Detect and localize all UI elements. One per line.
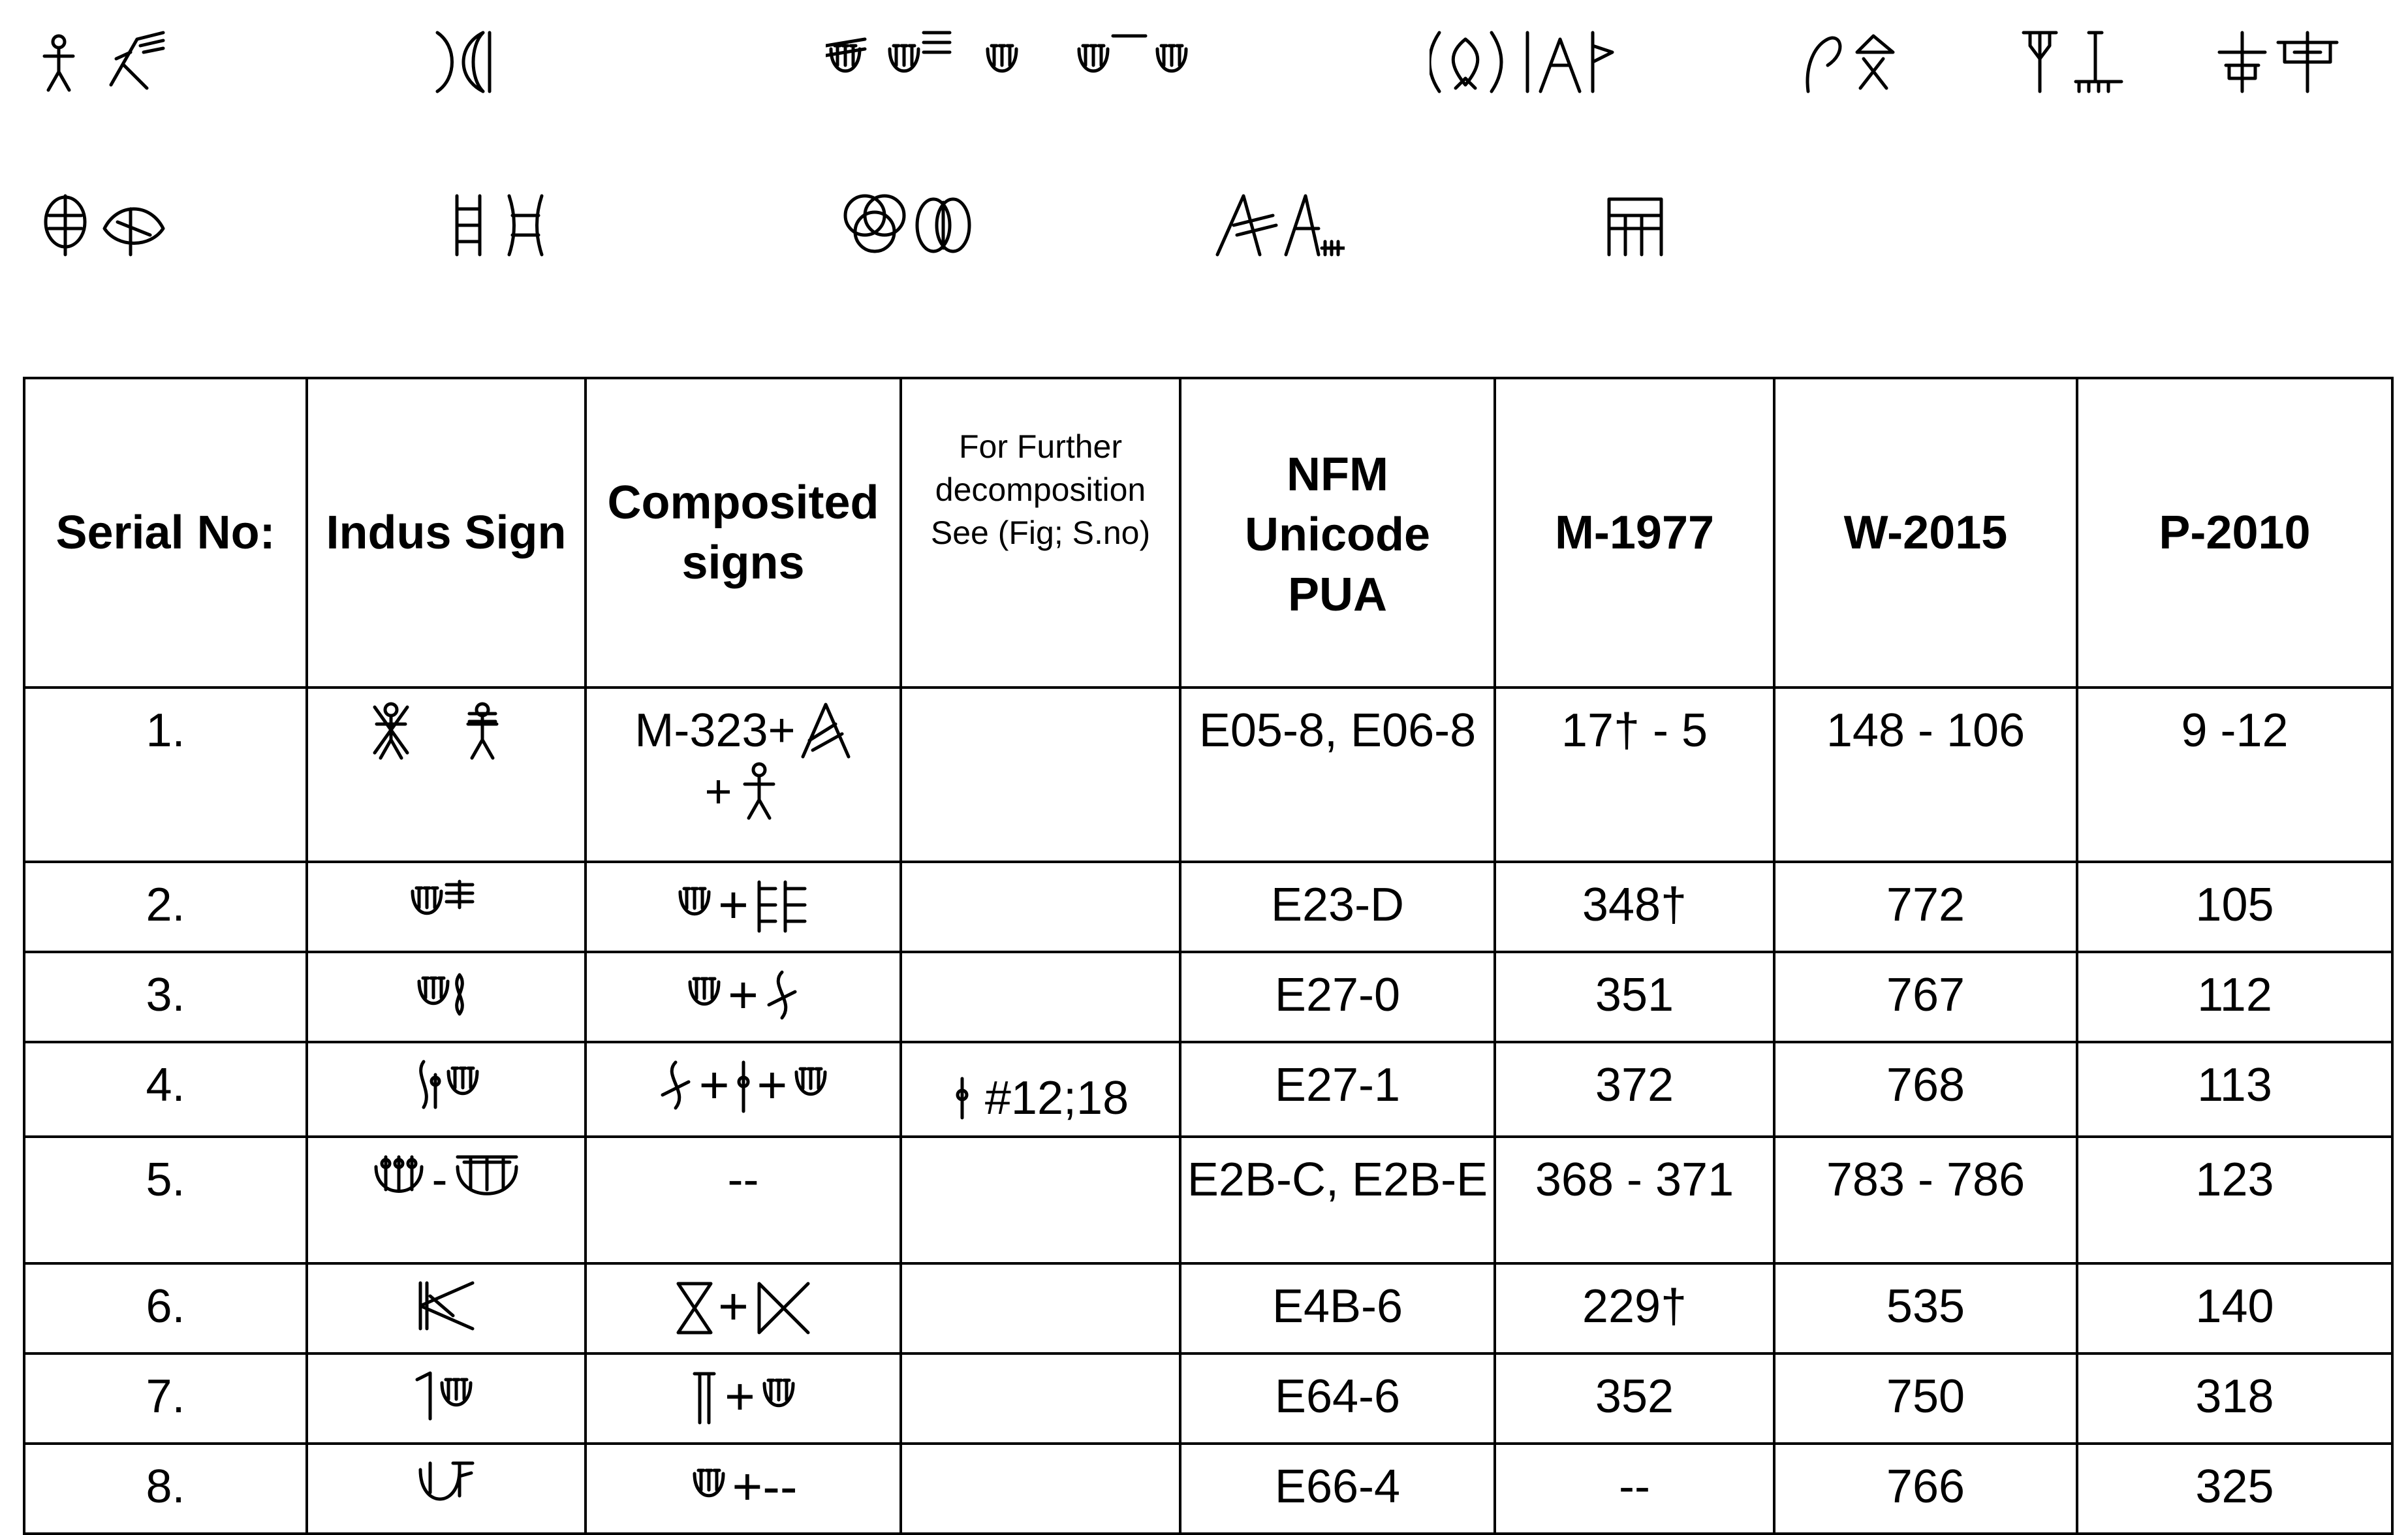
table-row <box>24 1444 2392 1534</box>
comb-sign-icon <box>2213 26 2343 98</box>
nfm-cell: E05-8, E06-8 <box>1180 688 1495 862</box>
header-line: decomposition <box>935 471 1146 508</box>
w2015-cell: 783 - 786 <box>1774 1137 2077 1263</box>
plus-operator: +-- <box>732 1457 798 1515</box>
indus-sign-cell <box>307 862 586 952</box>
plus-operator: + <box>725 1367 755 1425</box>
col-header-composited <box>586 378 901 688</box>
leaf-sign-icon <box>39 189 170 261</box>
jar-with-flag-sign-icon <box>414 1457 479 1515</box>
man-sign-icon <box>736 761 782 823</box>
serial-cell: 5. <box>24 1137 307 1263</box>
plus-operator: + <box>728 966 758 1024</box>
jar-sign-icon <box>675 876 714 934</box>
further-cell <box>901 1353 1180 1444</box>
jar-sign-icon <box>689 1457 728 1516</box>
serial-cell: 4. <box>24 1042 307 1137</box>
jar-sign-icon <box>411 1367 482 1425</box>
col-header-serial: Serial No: <box>24 378 307 688</box>
table-row <box>24 862 2392 952</box>
composited-cell <box>586 1263 901 1353</box>
hourglass-sign-icon <box>675 1277 714 1336</box>
further-cell <box>901 1263 1180 1353</box>
col-header-nfm <box>1180 378 1495 688</box>
nfm-cell: E23-D <box>1180 862 1495 952</box>
p2010-cell: 123 <box>2077 1137 2392 1263</box>
composited-cell <box>586 1353 901 1444</box>
further-cell <box>901 688 1180 862</box>
fish-sign-icon <box>762 966 802 1024</box>
indus-sign-table <box>23 377 2394 1535</box>
header-line: Composited <box>607 477 879 529</box>
col-header-w2015: W-2015 <box>1774 378 2077 688</box>
composited-cell: -- <box>586 1137 901 1263</box>
nfm-cell: E27-1 <box>1180 1042 1495 1137</box>
kite-sign-icon <box>414 1276 479 1335</box>
sign-separator: - <box>431 1154 448 1206</box>
jar-with-fish-sign-icon <box>414 965 479 1024</box>
jar-with-staffs-sign-icon <box>369 1150 428 1209</box>
serial-cell: 2. <box>24 862 307 952</box>
fish-sign-icon <box>656 1056 695 1115</box>
jar-with-bars-sign-icon <box>451 1150 523 1209</box>
plus-operator: + <box>757 1056 788 1114</box>
lines-sign-icon <box>753 876 811 934</box>
cross-sign-icon <box>753 1277 811 1336</box>
serial-cell: 7. <box>24 1353 307 1444</box>
p2010-cell: 105 <box>2077 862 2392 952</box>
composited-cell <box>586 862 901 952</box>
indus-sign-cell <box>307 1444 586 1534</box>
sign-glyph-icon <box>371 701 522 766</box>
w2015-cell: 766 <box>1774 1444 2077 1534</box>
indus-sign-cell <box>307 1137 586 1263</box>
jar-sign-icon <box>685 966 724 1024</box>
nfm-cell: E64-6 <box>1180 1353 1495 1444</box>
m1977-cell: 372 <box>1495 1042 1774 1137</box>
m1977-cell: 348† <box>1495 862 1774 952</box>
jar-sign-icon <box>759 1367 798 1426</box>
w2015-cell: 148 - 106 <box>1774 688 2077 862</box>
indus-sign-cell <box>307 1353 586 1444</box>
table-row <box>24 1137 2392 1263</box>
serial-cell: 8. <box>24 1444 307 1534</box>
further-cell <box>901 1042 1180 1137</box>
m1977-cell: 368 - 371 <box>1495 1137 1774 1263</box>
col-header-further <box>901 378 1180 688</box>
harrow-sign-icon <box>1603 189 1668 261</box>
ladder-sign-icon <box>450 189 548 261</box>
a-shape-sign-icon <box>1214 189 1345 261</box>
table-row <box>24 688 2392 862</box>
jar-sign-icon <box>791 1056 830 1115</box>
nfm-cell: E66-4 <box>1180 1444 1495 1534</box>
w2015-cell: 772 <box>1774 862 2077 952</box>
crescent-sign-icon <box>431 26 509 98</box>
plus-operator: + <box>718 1277 749 1335</box>
w2015-cell: 767 <box>1774 952 2077 1042</box>
m1977-cell: 17† - 5 <box>1495 688 1774 862</box>
further-ref: #12;18 <box>984 1072 1129 1124</box>
composited-text: + <box>704 765 732 818</box>
table-row <box>24 1042 2392 1137</box>
p2010-cell: 112 <box>2077 952 2392 1042</box>
header-line: NFM <box>1287 449 1388 501</box>
jar-sign-icon <box>407 875 486 934</box>
header-line: For Further <box>958 428 1123 465</box>
composited-cell <box>586 1444 901 1534</box>
table-row <box>24 952 2392 1042</box>
trident-sign-icon <box>2017 26 2128 98</box>
ring-pair-sign-icon <box>842 189 973 261</box>
composited-cell <box>586 952 901 1042</box>
header-line: signs <box>681 537 805 589</box>
composited-cell <box>586 688 901 862</box>
w2015-cell: 750 <box>1774 1353 2077 1444</box>
a-shape-sign-icon <box>800 701 852 760</box>
table-header-row <box>24 378 2392 688</box>
pole-sign-icon <box>688 1367 721 1426</box>
m1977-cell: 229† <box>1495 1263 1774 1353</box>
nfm-cell: E27-0 <box>1180 952 1495 1042</box>
p2010-cell: 318 <box>2077 1353 2392 1444</box>
fish-jar-sign-icon <box>411 1055 482 1114</box>
col-header-p2010: P-2010 <box>2077 378 2392 688</box>
table-row <box>24 1353 2392 1444</box>
indus-sign-cell <box>307 1042 586 1137</box>
serial-cell: 6. <box>24 1263 307 1353</box>
table-row <box>24 1263 2392 1353</box>
indus-sign-cell <box>307 952 586 1042</box>
jar-variant-signs-icon <box>826 26 1217 98</box>
header-line: PUA <box>1287 569 1387 621</box>
col-header-m1977: M-1977 <box>1495 378 1774 688</box>
serial-cell: 1. <box>24 688 307 862</box>
fish-variant-sign-icon <box>1802 26 1906 98</box>
plus-operator: + <box>698 1056 730 1114</box>
man-with-bow-sign-icon <box>39 26 170 98</box>
further-cell <box>901 952 1180 1042</box>
further-cell <box>901 1137 1180 1263</box>
col-header-indus-sign: Indus Sign <box>307 378 586 688</box>
w2015-cell: 535 <box>1774 1263 2077 1353</box>
nfm-cell: E4B-6 <box>1180 1263 1495 1353</box>
plus-operator: + <box>718 876 749 934</box>
indus-sign-cell <box>307 1263 586 1353</box>
header-line: Unicode <box>1244 509 1431 561</box>
m1977-cell: 351 <box>1495 952 1774 1042</box>
p2010-cell: 9 -12 <box>2077 688 2392 862</box>
staff-sign-icon <box>952 1075 972 1121</box>
further-cell <box>901 862 1180 952</box>
indus-sign-cell <box>307 688 586 862</box>
p2010-cell: 113 <box>2077 1042 2392 1137</box>
serial-cell: 3. <box>24 952 307 1042</box>
composited-cell <box>586 1042 901 1137</box>
staff-sign-icon <box>734 1056 753 1115</box>
m1977-cell: 352 <box>1495 1353 1774 1444</box>
m1977-cell: -- <box>1495 1444 1774 1534</box>
header-line: See (Fig; S.no) <box>930 514 1151 551</box>
w2015-cell: 768 <box>1774 1042 2077 1137</box>
p2010-cell: 325 <box>2077 1444 2392 1534</box>
sign-variant-strip <box>0 0 2408 340</box>
fish-in-bracket-sign-icon <box>1430 26 1619 98</box>
composited-text: M-323+ <box>634 704 796 757</box>
p2010-cell: 140 <box>2077 1263 2392 1353</box>
further-cell <box>901 1444 1180 1534</box>
nfm-cell: E2B-C, E2B-E <box>1180 1137 1495 1263</box>
